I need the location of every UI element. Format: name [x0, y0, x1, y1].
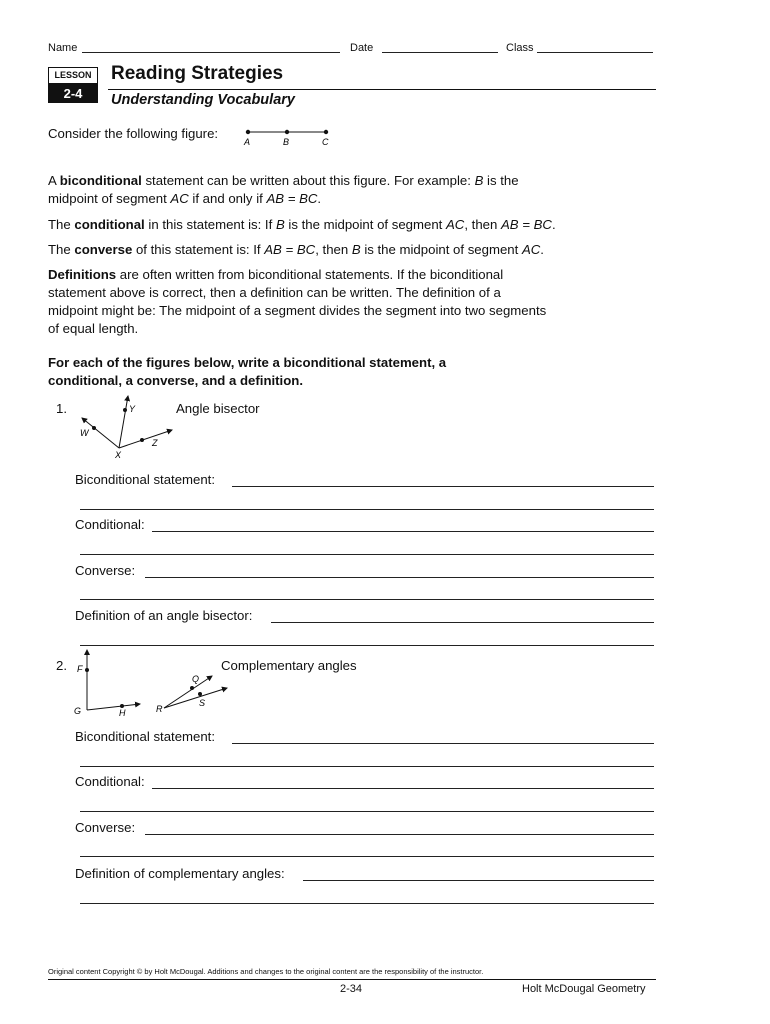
point-z-label: Z [152, 438, 158, 448]
instructions: For each of the figures below, write a biconditional statement, a conditional, a converse, and a definition. [48, 355, 447, 388]
point-a-label: A [244, 137, 251, 147]
p2-conditional-line[interactable] [152, 788, 654, 789]
p1-biconditional-line[interactable] [232, 486, 654, 487]
footer-rule [48, 979, 656, 980]
class-label: Class [506, 42, 534, 54]
segment-figure [240, 124, 336, 148]
problem-2-topic: Complementary angles [221, 658, 357, 673]
p1-converse-label: Converse: [75, 563, 136, 578]
problem-1-topic: Angle bisector [176, 401, 260, 416]
p2-biconditional-label: Biconditional statement: [75, 729, 216, 744]
p1-biconditional-line-2[interactable] [80, 509, 654, 510]
lesson-badge [48, 67, 98, 103]
p1-definition-line[interactable] [271, 622, 654, 623]
paragraph-biconditional: A biconditional statement can be written about this figure. For example: B is the midpoint of segment AC if and only if AB = BC. [48, 173, 519, 206]
problem-1-number: 1. [56, 401, 67, 416]
p2-conditional-line-2[interactable] [80, 811, 654, 812]
lesson-number: 2-4 [48, 84, 98, 103]
angle-bisector-figure [74, 392, 184, 460]
page-title: Reading Strategies [111, 63, 284, 84]
p2-conditional-label: Conditional: [75, 774, 145, 789]
point-y-label: Y [129, 404, 136, 414]
p1-converse-line[interactable] [145, 577, 654, 578]
date-field[interactable] [382, 52, 498, 53]
point-c-label: C [322, 137, 329, 147]
p1-converse-line-2[interactable] [80, 599, 654, 600]
p2-biconditional-line[interactable] [232, 743, 654, 744]
point-b-label: B [283, 137, 290, 147]
date-label: Date [350, 42, 374, 54]
point-f-label: F [77, 664, 83, 674]
point-r-label: R [156, 704, 163, 714]
p2-definition-line[interactable] [303, 880, 654, 881]
class-field[interactable] [537, 52, 653, 53]
point-q-label: Q [192, 674, 200, 684]
p2-biconditional-line-2[interactable] [80, 766, 654, 767]
p2-definition-line-2[interactable] [80, 903, 654, 904]
p2-converse-line-2[interactable] [80, 856, 654, 857]
consider-text: Consider the following figure: [48, 126, 219, 141]
point-w-label: W [80, 428, 89, 438]
point-x-label: X [115, 450, 122, 460]
point-s-label: S [199, 698, 206, 708]
lesson-label: LESSON [48, 67, 98, 84]
title-rule [108, 89, 656, 90]
page-subtitle: Understanding Vocabulary [111, 92, 295, 108]
p1-definition-label: Definition of an angle bisector: [75, 608, 253, 623]
p1-conditional-label: Conditional: [75, 517, 145, 532]
publisher: Holt McDougal Geometry [522, 983, 646, 995]
page-number: 2-34 [340, 983, 363, 995]
paragraph-converse: The converse of this statement is: If AB = BC, then B is the midpoint of segment AC. [48, 242, 544, 257]
p2-converse-line[interactable] [145, 834, 654, 835]
p1-conditional-line[interactable] [152, 531, 654, 532]
name-field[interactable] [82, 52, 340, 53]
name-label: Name [48, 42, 78, 54]
paragraph-definitions: Definitions are often written from biconditional statements. If the biconditional statement above is correct, then a definition can be written. The definition of a midpoint might be: The midpoint of a segment divides the segment into two segments of equal length. [48, 267, 547, 336]
p1-biconditional-label: Biconditional statement: [75, 472, 216, 487]
paragraph-conditional: The conditional in this statement is: If B is the midpoint of segment AC, then AB = BC. [48, 217, 556, 232]
complementary-angles-figure [72, 646, 232, 718]
point-g-label: G [74, 706, 82, 716]
p2-definition-label: Definition of complementary angles: [75, 866, 285, 881]
point-h-label: H [119, 708, 126, 718]
copyright-notice: Original content Copyright © by Holt McDougal. Additions and changes to the original content are the responsibility of the instructor. [48, 967, 484, 976]
p1-conditional-line-2[interactable] [80, 554, 654, 555]
problem-2-number: 2. [56, 658, 67, 673]
p2-converse-label: Converse: [75, 820, 136, 835]
